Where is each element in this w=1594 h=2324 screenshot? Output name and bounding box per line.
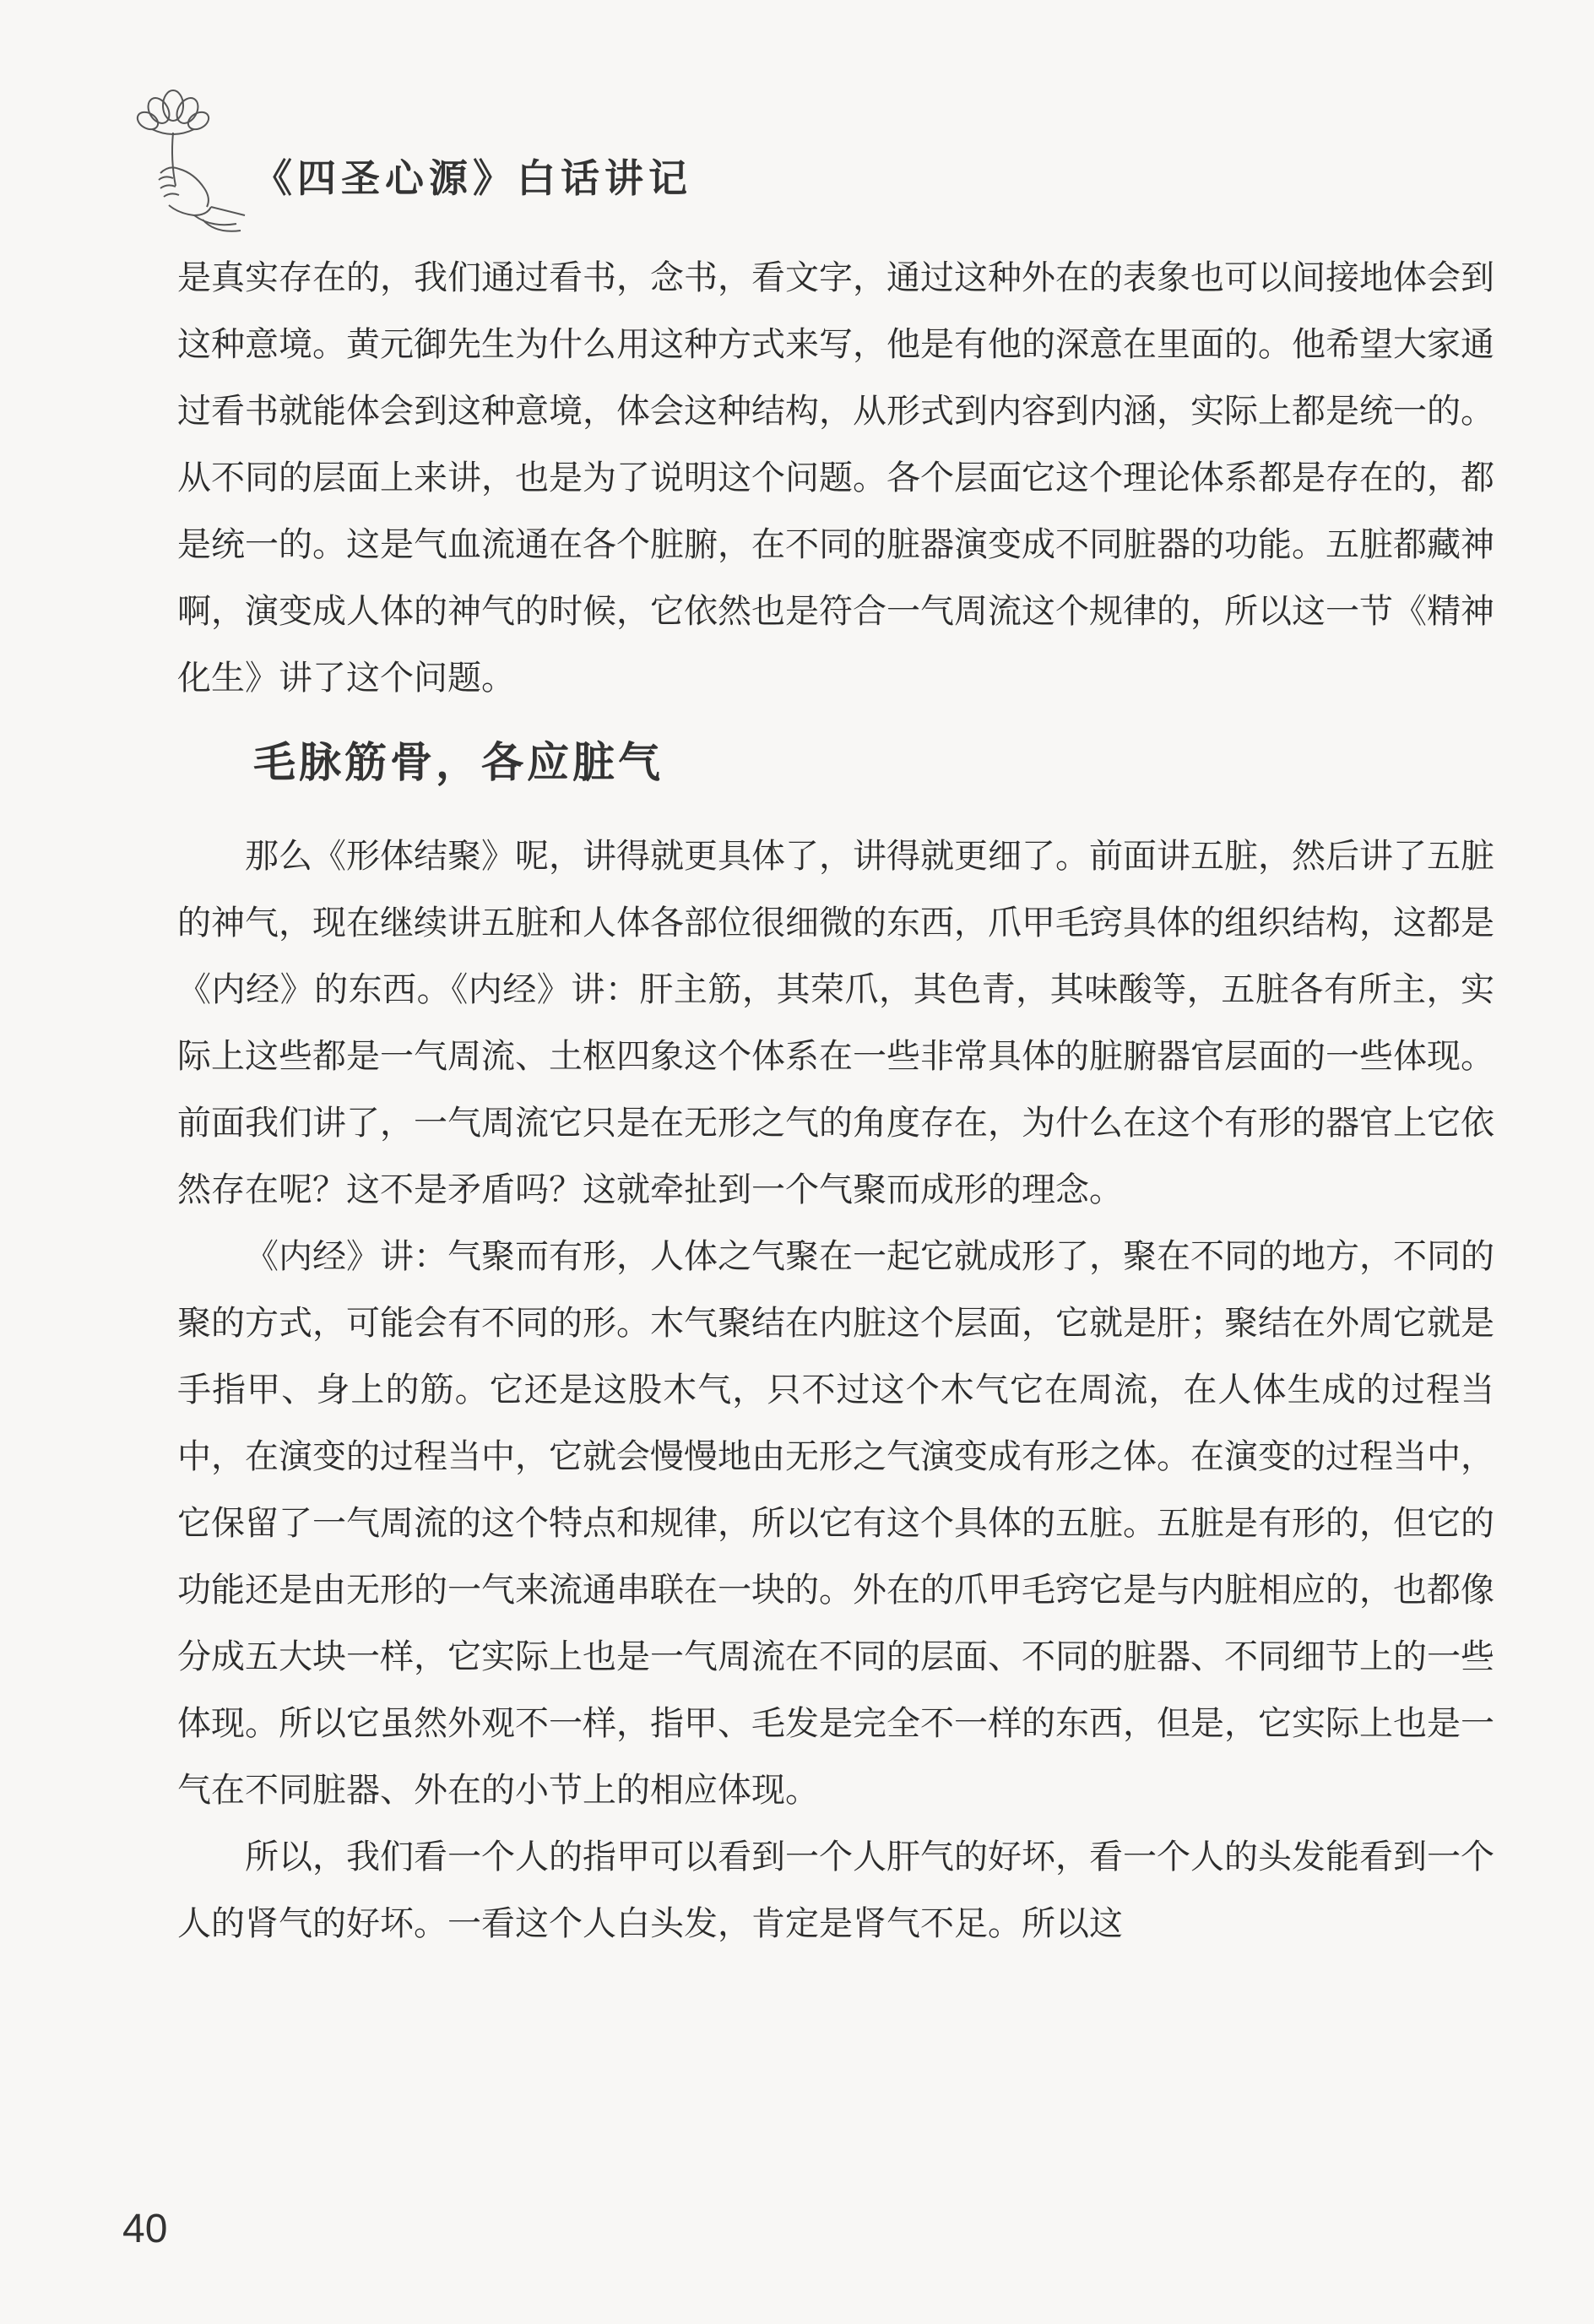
- main-text: [177, 245, 1494, 1957]
- page-number: 40: [122, 2207, 168, 2251]
- paragraph: 那么《形体结聚》呢，讲得就更具体了，讲得就更细了。前面讲五脏，然后讲了五脏的神气，现在继续讲五脏和人体各部位很细微的东西，爪甲毛窍具体的组织结构，这都是《内经》的东西。《内经》讲：肝主筋，其荣爪，其色青，其味酸等，五脏各有所主，实际上这些都是一气周流、土枢四象这个体系在一些非常具体的脏腑器官层面的一些体现。前面我们讲了，一气周流它只是在无形之气的角度存在，为什么在这个有形的器官上它依然存在呢？这不是矛盾吗？这就牵扯到一个气聚而成形的理念。: [177, 837, 1494, 1209]
- lotus-hand-icon: [127, 80, 262, 241]
- paragraph: 所以，我们看一个人的指甲可以看到一个人肝气的好坏，看一个人的头发能看到一个人的肾气的好坏。一看这个人白头发，肯定是肾气不足。所以这: [177, 1838, 1494, 1943]
- section-heading: 毛脉筋骨，各应脏气: [253, 738, 664, 787]
- book-title: 《四圣心源》白话讲记: [253, 155, 692, 201]
- paragraph: 《内经》讲：气聚而有形，人体之气聚在一起它就成形了，聚在不同的地方，不同的聚的方式，可能会有不同的形。木气聚结在内脏这个层面，它就是肝；聚结在外周它就是手指甲、身上的筋。它还是这股木气，只不过这个木气它在周流，在人体生成的过程当中，在演变的过程当中，它就会慢慢地由无形之气演变成有形之体。在演变的过程当中，它保留了一气周流的这个特点和规律，所以它有这个具体的五脏。五脏是有形的，但它的功能还是由无形的一气来流通串联在一块的。外在的爪甲毛窍它是与内脏相应的，也都像分成五大块一样，它实际上也是一气周流在不同的层面、不同的脏器、不同细节上的一些体现。所以它虽然外观不一样，指甲、毛发是完全不一样的东西，但是，它实际上也是一气在不同脏器、外在的小节上的相应体现。: [177, 1237, 1494, 1810]
- paragraph: 是真实存在的，我们通过看书，念书，看文字，通过这种外在的表象也可以间接地体会到这种意境。黄元御先生为什么用这种方式来写，他是有他的深意在里面的。他希望大家通过看书就能体会到这种意境，体会这种结构，从形式到内容到内涵，实际上都是统一的。从不同的层面上来讲，也是为了说明这个问题。各个层面它这个理论体系都是存在的，都是统一的。这是气血流通在各个脏腑，在不同的脏器演变成不同脏器的功能。五脏都藏神啊，演变成人体的神气的时候，它依然也是符合一气周流这个规律的，所以这一节《精神化生》讲了这个问题。: [177, 258, 1494, 698]
- running-header: [127, 80, 886, 241]
